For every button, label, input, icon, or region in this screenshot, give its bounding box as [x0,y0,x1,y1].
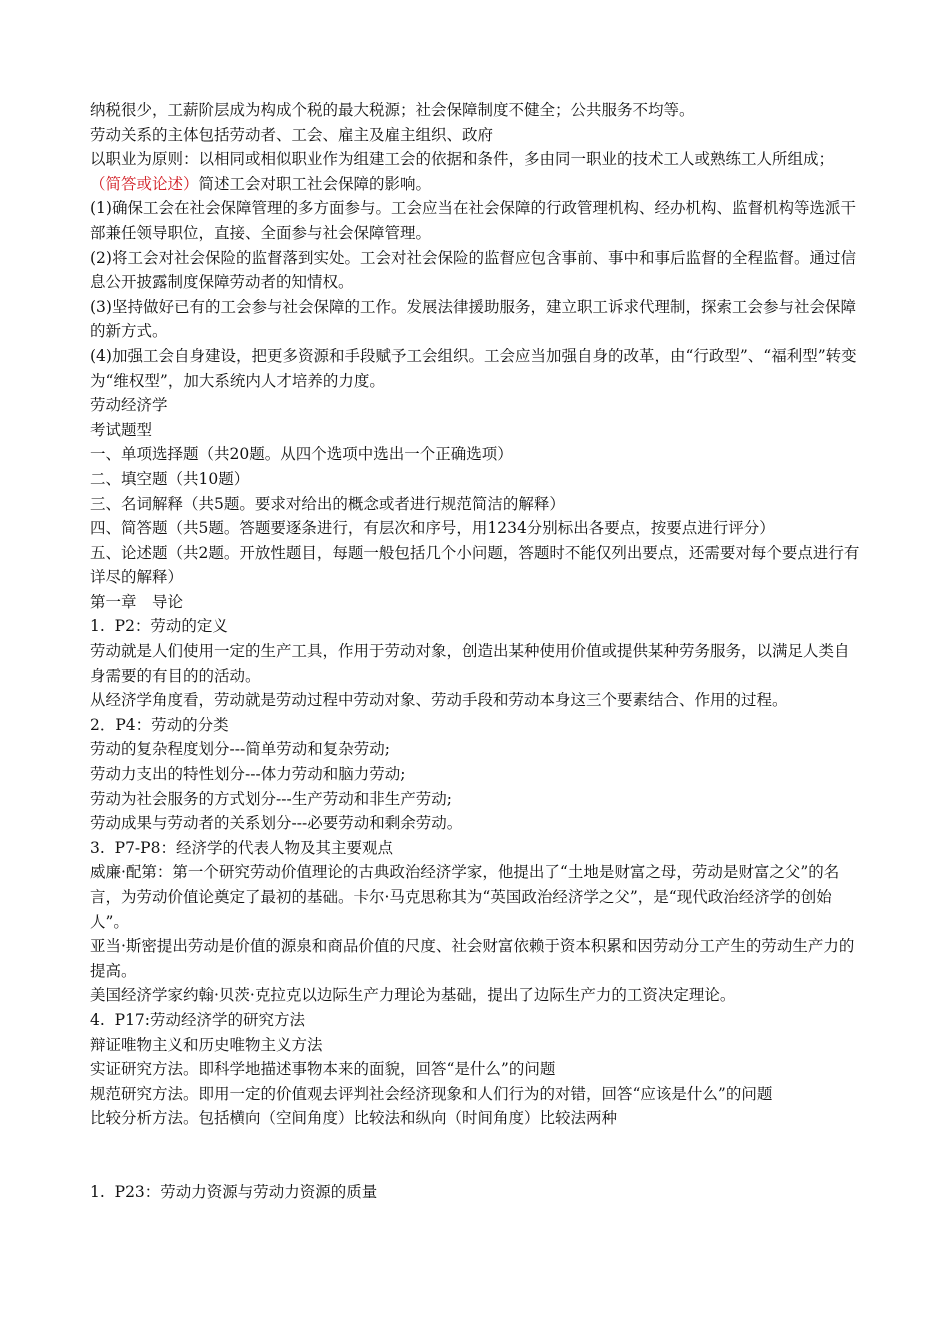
section-heading-2: 2．P4：劳动的分类 [90,715,229,734]
footer-section-heading: 1. P23：劳动力资源与劳动力资源的质量 [90,1182,378,1201]
text-economic-view: 从经济学角度看，劳动就是劳动过程中劳动对象、劳动手段和劳动本身这三个要素结合、作用的过程。 [90,691,788,710]
classification-item-4: 劳动成果与劳动者的关系划分---必要劳动和剩余劳动。 [90,814,463,833]
text-line-tax: 纳税很少，工薪阶层成为构成个税的最大税源；社会保障制度不健全；公共服务不均等。 [90,101,695,119]
exam-type-3: 三、名词解释（共5题。要求对给出的概念或者进行规范简洁的解释） [90,494,565,513]
question-text: 简述工会对职工社会保障的影响。 [198,174,432,193]
heading-exam-types: 考试题型 [90,420,153,439]
classification-item-1: 劳动的复杂程度划分---简单劳动和复杂劳动; [90,740,390,759]
question-tag: （简答或论述） [90,174,199,193]
heading-labor-economics: 劳动经济学 [90,396,168,415]
text-john-bates-clark: 美国经济学家约翰·贝茨·克拉克以边际生产力理论为基础，提出了边际生产力的工资决定理论。 [90,986,736,1005]
text-line-labor-relations: 劳动关系的主体包括劳动者、工会、雇主及雇主组织、政府 [90,125,494,144]
blank-gap [90,1131,860,1180]
classification-item-3: 劳动为社会服务的方式划分---生产劳动和非生产劳动; [90,789,452,808]
section-heading-3: 3. P7-P8：经济学的代表人物及其主要观点 [90,838,393,857]
answer-item-2: (2)将工会对社会保险的监督落到实处。工会对社会保险的监督应包含事前、事中和事后监督的全程监督。通过信息公开披露制度保障劳动者的知情权。 [90,248,856,292]
exam-type-1: 一、单项选择题（共20题。从四个选项中选出一个正确选项） [90,445,513,464]
method-item-3: 规范研究方法。即用一定的价值观去评判社会经济现象和人们行为的对错，回答“应该是什么”的问题 [90,1084,773,1103]
section-heading-4: 4. P17:劳动经济学的研究方法 [90,1010,306,1029]
exam-type-5: 五、论述题（共2题。开放性题目，每题一般包括几个小问题，答题时不能仅列出要点，还需要对每个要点进行有详尽的解释） [90,543,860,587]
classification-item-2: 劳动力支出的特性划分---体力劳动和脑力劳动; [90,765,406,784]
text-william-petty: 威廉·配第：第一个研究劳动价值理论的古典政治经济学家，他提出了“土地是财富之母，劳动是财富之父”的名言，为劳动价值论奠定了最初的基础。卡尔·马克思称其为“英国政治经济学之父”，是“现代政治经济学的创始人”。 [90,863,840,931]
method-item-4: 比较分析方法。包括横向（空间角度）比较法和纵向（时间角度）比较法两种 [90,1109,618,1128]
method-item-2: 实证研究方法。即科学地描述事物本来的面貌，回答“是什么”的问题 [90,1060,556,1079]
question-line [90,172,860,197]
answer-item-1: (1)确保工会在社会保障管理的多方面参与。工会应当在社会保障的行政管理机构、经办机构、监督机构等选派干部兼任领导职位，直接、全面参与社会保障管理。 [90,199,856,242]
text-labor-definition: 劳动就是人们使用一定的生产工具，作用于劳动对象，创造出某种使用价值或提供某种劳务服务，以满足人类自身需要的有目的的活动。 [90,642,850,685]
answer-item-3: (3)坚持做好已有的工会参与社会保障的工作。发展法律援助服务，建立职工诉求代理制，探索工会参与社会保障的新方式。 [90,297,856,341]
text-adam-smith: 亚当·斯密提出劳动是价值的源泉和商品价值的尺度、社会财富依赖于资本积累和因劳动分工产生的劳动生产力的提高。 [90,937,855,980]
exam-type-2: 二、填空题（共10题） [90,469,250,488]
chapter-heading: 第一章 导论 [90,592,184,611]
method-item-1: 辩证唯物主义和历史唯物主义方法 [90,1035,323,1054]
exam-type-4: 四、简答题（共5题。答题要逐条进行，有层次和序号，用1234分别标出各要点，按要点进行评分） [90,519,775,538]
text-line-occupation-principle: 以职业为原则：以相同或相似职业作为组建工会的依据和条件，多由同一职业的技术工人或熟练工人所组成； [90,150,835,169]
section-heading-1: 1. P2：劳动的定义 [90,617,228,636]
answer-item-4: (4)加强工会自身建设，把更多资源和手段赋予工会组织。工会应当加强自身的改革，由“行政型”、“福利型”转变为“维权型”，加大系统内人才培养的力度。 [90,346,857,390]
